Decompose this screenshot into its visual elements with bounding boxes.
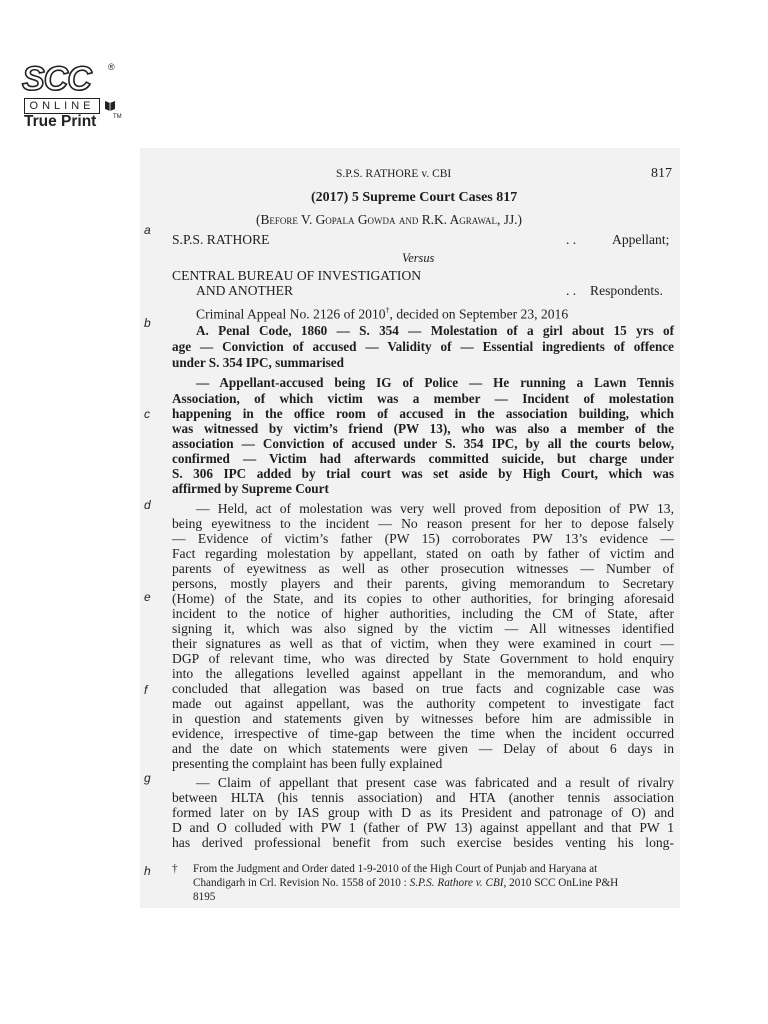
held-line: into the allegations levelled against appellant in the memorandum, and who (172, 666, 674, 681)
margin-letter-c: c (144, 407, 150, 421)
appellant-name: S.P.S. RATHORE (172, 232, 270, 247)
held-line: and the date on which statements were given — Delay of about 6 days in (172, 741, 674, 756)
held-line: being eyewitness to the incident — No reason present for her to depose falsely (172, 516, 674, 531)
headnote-a-line: A. Penal Code, 1860 — S. 354 — Molestation of a girl about 15 yrs of (196, 323, 674, 338)
appeal-number: Criminal Appeal No. 2126 of 2010 (196, 306, 386, 322)
held-line: made out against appellant, was the authority competent to investigate fact (172, 696, 674, 711)
held-line: (Home) of the State, and its copies to other authorities, for bringing aforesaid (172, 591, 674, 606)
versus: Versus (402, 251, 435, 265)
respondent-line-1: CENTRAL BUREAU OF INVESTIGATION (172, 268, 422, 283)
held-line: concluded that allegation was based on true facts and cognizable case was (172, 681, 674, 696)
citation: (2017) 5 Supreme Court Cases 817 (311, 190, 518, 205)
scc-online-logo (22, 62, 122, 132)
footnote-line-1: From the Judgment and Order dated 1-9-2010 of the High Court of Punjab and Haryana at (193, 863, 598, 875)
appellant-dots: . . (566, 232, 577, 247)
facts-line: association — Conviction of accused under S. 354 IPC, by all the courts below, (172, 436, 674, 451)
running-head-title: S.P.S. RATHORE v. CBI (336, 168, 452, 180)
facts-line: was witnessed by victim’s friend (PW 13), who was also a member of the (172, 421, 674, 436)
respondent-role: Respondents. (590, 283, 663, 298)
appeal-decided: , decided on September 23, 2016 (389, 306, 569, 322)
held-line: parents of eyewitness as well as other prosecution witnesses — Number of (172, 561, 674, 576)
logo-registered-mark: ® (108, 62, 115, 72)
margin-letter-g: g (144, 771, 151, 785)
held-line: presenting the complaint has been fully explained (172, 756, 443, 771)
facts-line: S. 306 IPC added by trial court was set aside by High Court, which was (172, 466, 674, 481)
facts-line: affirmed by Supreme Court (172, 481, 329, 496)
margin-letter-e: e (144, 590, 151, 604)
held-line: their signatures as well as that of victim, when they were examined in court — (172, 636, 674, 651)
footnote-citation: , 2010 SCC OnLine P&H (503, 877, 619, 889)
margin-letter-f: f (144, 683, 148, 697)
footnote-court-ref: Chandigarh in Crl. Revision No. 1558 of 2010 : (193, 877, 410, 889)
appellant-role: Appellant; (612, 232, 670, 247)
book-icon (104, 99, 116, 111)
headnote-a-line: under S. 354 IPC, summarised (172, 355, 344, 370)
claim-line: between HLTA (his tennis association) and HTA (another tennis association (172, 790, 674, 805)
margin-letter-b: b (144, 316, 151, 330)
footnote-line-3: 8195 (193, 891, 216, 903)
page-number: 817 (651, 166, 672, 181)
logo-scc-text: SCC (22, 60, 91, 98)
footnote-dagger: † (172, 863, 178, 875)
held-line: persons, mostly players and their parents, giving memorandum to Secretary (172, 576, 674, 591)
facts-line: — Appellant-accused being IG of Police — He running a Lawn Tennis (196, 375, 674, 390)
respondent-dots: . . (566, 283, 577, 298)
facts-line: happening in the office room of accused in the association building, which (172, 406, 674, 421)
logo-online-text: ONLINE (24, 98, 100, 114)
headnote-a-line: age — Conviction of accused — Validity of — Essential ingredients of offence (172, 339, 674, 354)
held-line: signing it, which was also signed by the victim — All witnesses identified (172, 621, 674, 636)
margin-letter-a: a (144, 223, 151, 237)
claim-line: formed later on by IAS group with D as its President and patronage of O) and (172, 805, 674, 820)
facts-line: Association, of which victim was a member — Incident of molestation (172, 391, 674, 406)
margin-letter-h: h (144, 864, 151, 878)
footnote-case-name: S.P.S. Rathore v. CBI (409, 877, 504, 889)
claim-line: D and O colluded with PW 1 (father of PW 13) against appellant and that PW 1 (172, 820, 674, 835)
held-line: incident to the notice of higher authorities, including the CM of State, after (172, 606, 674, 621)
logo-trademark: TM (113, 114, 122, 120)
held-line: DGP of relevant time, who was directed by State Government to hold enquiry (172, 651, 674, 666)
margin-letter-d: d (144, 498, 151, 512)
respondent-line-2: AND ANOTHER (196, 283, 294, 298)
held-line: Fact regarding molestation by appellant, stated on oath by father of victim and (172, 546, 674, 561)
claim-line: has derived professional benefit from such exercise besides venting his long- (172, 835, 674, 850)
footnote-line-2 (193, 877, 618, 890)
appeal-dagger: † (385, 306, 390, 315)
appeal-line (196, 303, 568, 323)
held-line: — Evidence of victim’s father (PW 15) corroborates PW 13’s evidence — (172, 531, 674, 546)
facts-line: confirmed — Victim had afterwards committed suicide, but charge under (172, 451, 674, 466)
held-line: evidence, irrespective of time-gap between the time when the incident occurred (172, 726, 674, 741)
bench: (Before V. Gopala Gowda and R.K. Agrawal, JJ.) (256, 212, 522, 227)
held-line: in question and statements given by witnesses before him are admissible in (172, 711, 674, 726)
claim-line: — Claim of appellant that present case was fabricated and a result of rivalry (196, 775, 674, 790)
logo-true-print-text: True Print (24, 113, 97, 130)
held-line: — Held, act of molestation was very well proved from deposition of PW 13, (196, 501, 674, 516)
